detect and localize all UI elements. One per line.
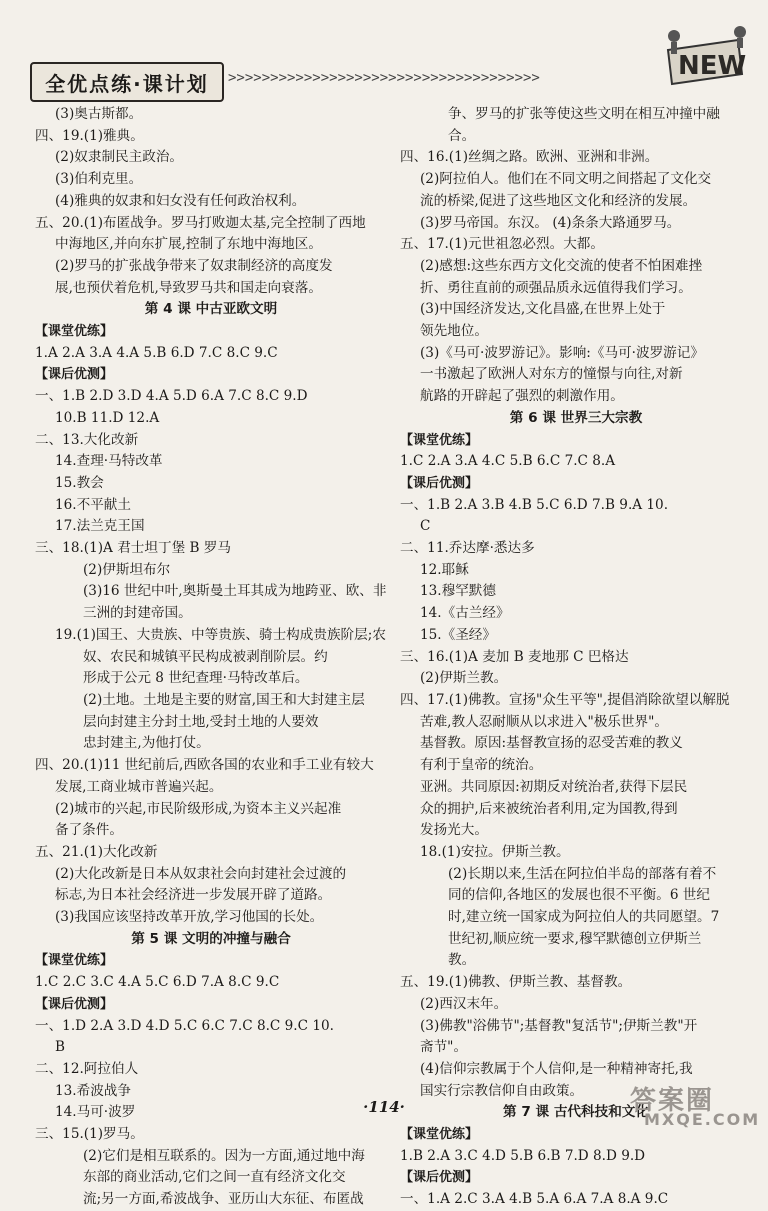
answer-line: 航路的开辟起了强烈的刺激作用。 xyxy=(420,388,624,405)
answer-line: (2)土地。土地是主要的财富,国王和大封建主层 xyxy=(83,691,365,708)
answer-line: 15.《圣经》 xyxy=(420,626,496,643)
answer-column-left xyxy=(35,104,387,1211)
answer-line: 14.《古兰经》 xyxy=(420,605,510,622)
answer-line: 一、1.B 2.D 3.D 4.A 5.D 6.A 7.C 8.C 9.D xyxy=(35,388,308,405)
answer-line: 16.不平献土 xyxy=(55,496,131,513)
answer-line: 众的拥护,后来被统治者利用,定为国教,得到 xyxy=(420,800,678,817)
answer-line: B xyxy=(55,1039,65,1056)
answer-line: 1.C 2.C 3.C 4.A 5.C 6.D 7.A 8.C 9.C xyxy=(35,974,280,991)
answer-line: 备了条件。 xyxy=(55,822,123,839)
answer-line: 中海地区,并向东扩展,控制了东地中海地区。 xyxy=(55,236,322,253)
answer-line: 二、13.大化改新 xyxy=(35,431,139,448)
answer-line: 流;另一方面,希波战争、亚历山大东征、布匿战 xyxy=(83,1191,364,1208)
answer-line: 展,也预伏着危机,导致罗马共和国走向衰落。 xyxy=(55,279,322,296)
answer-line: (3)佛教"浴佛节";基督教"复活节";伊斯兰教"开 xyxy=(420,1017,698,1034)
answer-line: 基督教。原因:基督教宣扬的忍受苦难的教义 xyxy=(420,735,683,752)
answer-line: 一书激起了欧洲人对东方的憧憬与向往,对新 xyxy=(420,366,683,383)
answer-line: (3)中国经济发达,文化昌盛,在世界上处于 xyxy=(420,301,666,318)
answer-line: (4)雅典的奴隶和妇女没有任何政治权利。 xyxy=(55,192,306,209)
lesson-title: 第 4 课 中古亚欧文明 xyxy=(144,301,278,318)
answer-line: 忠封建主,为他打仗。 xyxy=(83,735,210,752)
answer-line: (3)我国应该坚持改革开放,学习他国的长处。 xyxy=(55,909,324,926)
answer-line: 流的桥梁,促进了这些地区文化和经济的发展。 xyxy=(420,192,697,209)
answer-line: 标志,为日本社会经济进一步发展开辟了道路。 xyxy=(55,887,332,904)
answer-line: (2)阿拉伯人。他们在不同文明之间搭起了文化交 xyxy=(420,171,712,188)
answer-line: 12.耶稣 xyxy=(420,561,469,578)
answer-line: (2)罗马的扩张战争带来了奴隶制经济的高度发 xyxy=(55,257,333,274)
section-heading: 【课后优测】 xyxy=(35,367,114,383)
page-header xyxy=(30,62,670,102)
answer-line: 世纪初,顺应统一要求,穆罕默德创立伊斯兰 xyxy=(448,930,702,947)
answer-line: 层向封建主分封土地,受封土地的人要效 xyxy=(83,713,319,730)
answer-line: 一、1.B 2.A 3.B 4.B 5.C 6.D 7.B 9.A 10. xyxy=(400,496,669,513)
section-heading: 【课后优测】 xyxy=(400,1170,479,1186)
answer-line: 五、17.(1)元世祖忽必烈。大都。 xyxy=(400,236,604,253)
lesson-title: 第 7 课 古代科技和文化 xyxy=(503,1104,649,1121)
answer-line: 亚洲。共同原因:初期反对统治者,获得下层民 xyxy=(420,778,688,795)
watermark-logo-text: 答案圈 xyxy=(630,1086,715,1116)
answer-line: 一、1.D 2.A 3.D 4.D 5.C 6.C 7.C 8.C 9.C 10. xyxy=(35,1017,334,1034)
answer-line: 东部的商业活动,它们之间一直有经济文化交 xyxy=(83,1169,346,1186)
answer-line: 19.(1)国王、大贵族、中等贵族、骑士构成贵族阶层;农 xyxy=(55,626,386,643)
answer-line: 一、1.A 2.C 3.A 4.B 5.A 6.A 7.A 8.A 9.C xyxy=(400,1191,669,1208)
answer-line: 1.C 2.A 3.A 4.C 5.B 6.C 7.C 8.A xyxy=(400,453,616,470)
answer-line: 折、勇往直前的顽强品质永远值得我们学习。 xyxy=(420,279,692,296)
answer-line: (2)奴隶制民主政治。 xyxy=(55,149,184,166)
answer-line: (3)16 世纪中叶,奥斯曼土耳其成为地跨亚、欧、非 xyxy=(83,583,387,600)
new-logo-icon xyxy=(660,22,750,92)
section-heading: 【课后优测】 xyxy=(400,475,479,491)
answer-line: 五、20.(1)布匿战争。罗马打败迦太基,完全控制了西地 xyxy=(35,214,366,231)
answer-line: 同的信仰,各地区的发展也很不平衡。6 世纪 xyxy=(448,887,710,904)
answer-line: 10.B 11.D 12.A xyxy=(55,409,160,426)
section-heading: 【课堂优练】 xyxy=(35,953,114,969)
answer-line: (4)信仰宗教属于个人信仰,是一种精神寄托,我 xyxy=(420,1060,693,1077)
answer-line: 四、19.(1)雅典。 xyxy=(35,127,144,144)
answer-line: (2)感想:这些东西方文化交流的使者不怕困难挫 xyxy=(420,257,703,274)
section-heading: 【课堂优练】 xyxy=(400,1127,479,1143)
answer-line: (2)伊斯坦布尔 xyxy=(83,561,171,578)
answer-line: (2)长期以来,生活在阿拉伯半岛的部落有着不 xyxy=(448,865,717,882)
answer-line: 合。 xyxy=(448,127,476,144)
lesson-title: 第 5 课 文明的冲撞与融合 xyxy=(131,930,291,947)
answer-line: (2)城市的兴起,市民阶级形成,为资本主义兴起准 xyxy=(55,800,342,817)
answer-line: 斋节"。 xyxy=(420,1039,468,1056)
arrow-decoration: >>>>>>>>>>>>>>>>>>>>>>>>>>>>>>>>>>>>> xyxy=(228,70,540,86)
answer-line: 二、12.阿拉伯人 xyxy=(35,1060,139,1077)
answer-line: (3)《马可·波罗游记》。影响:《马可·波罗游记》 xyxy=(420,344,704,361)
answer-line: 1.B 2.A 3.C 4.D 5.B 6.B 7.D 8.D 9.D xyxy=(400,1147,646,1164)
section-heading: 【课堂优练】 xyxy=(35,324,114,340)
answer-line: (2)伊斯兰教。 xyxy=(420,670,508,687)
answer-line: 苦难,教人忍耐顺从以求进入"极乐世界"。 xyxy=(420,713,668,730)
lesson-title: 第 6 课 世界三大宗教 xyxy=(509,409,643,426)
answer-line: 二、11.乔达摩·悉达多 xyxy=(400,540,535,557)
answer-line: 五、19.(1)佛教、伊斯兰教、基督教。 xyxy=(400,974,632,991)
answer-line: 发扬光大。 xyxy=(420,822,488,839)
answer-line: 17.法兰克王国 xyxy=(55,518,145,535)
answer-line: 发展,工商业城市普遍兴起。 xyxy=(55,778,223,795)
answer-line: 有利于皇帝的统治。 xyxy=(420,757,543,774)
answer-line: 国实行宗教信仰自由政策。 xyxy=(420,1082,584,1099)
answer-line: C xyxy=(420,518,431,535)
answer-line: (2)西汉末年。 xyxy=(420,995,508,1012)
answer-line: (3)奥古斯都。 xyxy=(55,106,143,122)
new-logo-text: NEW xyxy=(678,51,747,81)
answer-line: 时,建立统一国家成为阿拉伯人的共同愿望。7 xyxy=(448,909,720,926)
answer-line: (2)大化改新是日本从奴隶社会向封建社会过渡的 xyxy=(55,865,347,882)
answer-line: (3)罗马帝国。东汉。 (4)条条大路通罗马。 xyxy=(420,214,681,231)
answer-line: 奴、农民和城镇平民构成被剥削阶层。约 xyxy=(83,648,328,665)
answer-line: 争、罗马的扩张等使这些文明在相互冲撞中融 xyxy=(448,106,720,122)
answer-line: 四、16.(1)丝绸之路。欧洲、亚洲和非洲。 xyxy=(400,149,659,166)
answer-line: 四、17.(1)佛教。宣扬"众生平等",提倡消除欲望以解脱 xyxy=(400,691,730,708)
answer-line: 14.马可·波罗 xyxy=(55,1104,136,1121)
answer-line: 五、21.(1)大化改新 xyxy=(35,843,158,860)
answer-line: 四、20.(1)11 世纪前后,西欧各国的农业和手工业有较大 xyxy=(35,757,374,774)
section-heading: 【课堂优练】 xyxy=(400,432,479,448)
answer-line: 13.希波战争 xyxy=(55,1082,131,1099)
brand-title: 全优点练·课计划 xyxy=(30,62,224,102)
answer-line: 三、16.(1)A 麦加 B 麦地那 C 巴格达 xyxy=(400,648,629,665)
answer-line: 1.A 2.A 3.A 4.A 5.B 6.D 7.C 8.C 9.C xyxy=(35,344,278,361)
site-watermark xyxy=(630,1080,760,1128)
answer-line: (3)伯利克里。 xyxy=(55,171,143,188)
answer-line: 14.查理·马特改革 xyxy=(55,453,163,470)
answer-line: 三、15.(1)罗马。 xyxy=(35,1126,144,1143)
answer-line: 18.(1)安拉。伊斯兰教。 xyxy=(420,843,570,860)
answer-line: (2)它们是相互联系的。因为一方面,通过地中海 xyxy=(83,1147,365,1164)
page-number: ·114· xyxy=(363,1098,405,1116)
section-heading: 【课后优测】 xyxy=(35,996,114,1012)
answer-line: 教。 xyxy=(448,952,476,969)
answer-column-right xyxy=(400,104,752,1211)
answer-line: 三、18.(1)A 君士坦丁堡 B 罗马 xyxy=(35,540,231,557)
answer-line: 领先地位。 xyxy=(420,323,488,340)
answer-line: 15.教会 xyxy=(55,474,104,491)
answer-line: 三洲的封建帝国。 xyxy=(83,605,192,622)
answer-line: 13.穆罕默德 xyxy=(420,583,496,600)
answer-line: 形成于公元 8 世纪查理·马特改革后。 xyxy=(83,670,309,687)
watermark-url: MXQE.COM xyxy=(644,1110,761,1129)
